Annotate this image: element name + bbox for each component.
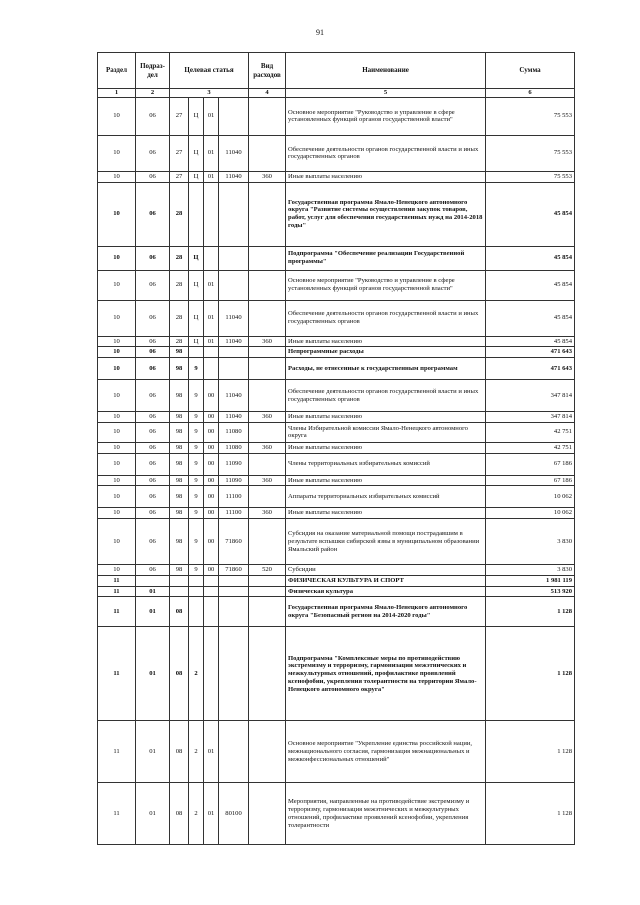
sum-cell: 3 830 — [486, 565, 575, 576]
section-cell: 10 — [98, 422, 136, 442]
section-cell: 10 — [98, 182, 136, 246]
subsection-cell: 01 — [136, 627, 170, 721]
column-number: 2 — [136, 89, 170, 98]
program-code-cell: 28 — [170, 336, 189, 347]
sum-cell: 1 128 — [486, 783, 575, 845]
program-code-cell: 98 — [170, 422, 189, 442]
name-cell: Члены территориальных избирательных комиссий — [286, 453, 486, 475]
header-subsection: Подраз-дел — [136, 53, 170, 89]
activity-code-cell — [204, 597, 219, 627]
sum-cell: 75 553 — [486, 135, 575, 171]
name-cell: Государственная программа Ямало-Ненецкого автономного округа "Развитие системы осуществления закупок товаров, работ, услуг для обеспечения государственных нужд на 2014-2018 годы" — [286, 182, 486, 246]
table-row — [98, 97, 575, 135]
name-cell: Члены Избирательной комиссии Ямало-Ненецкого автономного округа — [286, 422, 486, 442]
direction-code-cell: 11040 — [219, 300, 249, 336]
expense-kind-cell — [249, 453, 286, 475]
column-number: 1 — [98, 89, 136, 98]
name-cell: Иные выплаты населению — [286, 412, 486, 423]
activity-code-cell: 00 — [204, 486, 219, 508]
subprogram-code-cell: 9 — [189, 412, 204, 423]
sum-cell: 347 814 — [486, 380, 575, 412]
subprogram-code-cell: Ц — [189, 171, 204, 182]
sum-cell: 1 128 — [486, 721, 575, 783]
subsection-cell: 06 — [136, 182, 170, 246]
subsection-cell: 06 — [136, 565, 170, 576]
program-code-cell: 08 — [170, 721, 189, 783]
subsection-cell: 06 — [136, 347, 170, 358]
subprogram-code-cell: Ц — [189, 135, 204, 171]
name-cell: Иные выплаты населению — [286, 442, 486, 453]
program-code-cell: 08 — [170, 783, 189, 845]
subprogram-code-cell: Ц — [189, 270, 204, 300]
header-kind: Вид расходов — [249, 53, 286, 89]
subsection-cell: 06 — [136, 475, 170, 486]
activity-code-cell — [204, 575, 219, 586]
subsection-cell: 06 — [136, 300, 170, 336]
table-row — [98, 270, 575, 300]
expense-kind-cell — [249, 721, 286, 783]
activity-code-cell: 01 — [204, 721, 219, 783]
expense-kind-cell — [249, 597, 286, 627]
direction-code-cell: 11100 — [219, 508, 249, 519]
activity-code-cell — [204, 627, 219, 721]
section-cell: 10 — [98, 270, 136, 300]
program-code-cell: 27 — [170, 171, 189, 182]
column-number: 5 — [286, 89, 486, 98]
table-row — [98, 721, 575, 783]
direction-code-cell — [219, 627, 249, 721]
activity-code-cell — [204, 246, 219, 270]
program-code-cell: 98 — [170, 442, 189, 453]
name-cell: Основное мероприятие "Укрепление единства российской нации, межнационального согласия, гармонизация межнациональных и межконфессиональных отношений" — [286, 721, 486, 783]
sum-cell: 3 830 — [486, 519, 575, 565]
subsection-cell: 06 — [136, 508, 170, 519]
sum-cell: 67 186 — [486, 453, 575, 475]
direction-code-cell: 11100 — [219, 486, 249, 508]
activity-code-cell: 01 — [204, 97, 219, 135]
program-code-cell: 98 — [170, 475, 189, 486]
table-row — [98, 246, 575, 270]
subprogram-code-cell: Ц — [189, 336, 204, 347]
subsection-cell: 06 — [136, 171, 170, 182]
subsection-cell: 06 — [136, 270, 170, 300]
direction-code-cell — [219, 246, 249, 270]
sum-cell: 1 128 — [486, 627, 575, 721]
table-row — [98, 586, 575, 597]
activity-code-cell — [204, 182, 219, 246]
direction-code-cell: 11040 — [219, 380, 249, 412]
section-cell: 10 — [98, 171, 136, 182]
subsection-cell: 01 — [136, 721, 170, 783]
header-section: Раздел — [98, 53, 136, 89]
section-cell: 10 — [98, 486, 136, 508]
section-cell: 10 — [98, 442, 136, 453]
subprogram-code-cell: 9 — [189, 508, 204, 519]
name-cell: Подпрограмма "Комплексные меры по противодействию экстремизму и терроризму, гармонизации межэтнических и межкультурных отношений, профилактике проявлений ксенофобии, укрепления толерантности на территории Ямало-Ненецкого автономного округа" — [286, 627, 486, 721]
expense-kind-cell — [249, 627, 286, 721]
expense-kind-cell — [249, 300, 286, 336]
activity-code-cell: 01 — [204, 783, 219, 845]
direction-code-cell — [219, 597, 249, 627]
name-cell: Государственная программа Ямало-Ненецкого автономного округа "Безопасный регион на 2014-2020 годы" — [286, 597, 486, 627]
subprogram-code-cell: 9 — [189, 519, 204, 565]
sum-cell: 513 920 — [486, 586, 575, 597]
name-cell: Подпрограмма "Обеспечение реализации Государственной программы" — [286, 246, 486, 270]
program-code-cell — [170, 586, 189, 597]
section-cell: 10 — [98, 97, 136, 135]
table-row — [98, 412, 575, 423]
subprogram-code-cell — [189, 182, 204, 246]
subsection-cell: 06 — [136, 453, 170, 475]
activity-code-cell: 01 — [204, 336, 219, 347]
sum-cell: 347 814 — [486, 412, 575, 423]
expense-kind-cell — [249, 270, 286, 300]
section-cell: 11 — [98, 597, 136, 627]
table-row — [98, 486, 575, 508]
name-cell: Субсидии — [286, 565, 486, 576]
expense-kind-cell — [249, 586, 286, 597]
subprogram-code-cell — [189, 575, 204, 586]
activity-code-cell: 00 — [204, 380, 219, 412]
table-row — [98, 508, 575, 519]
direction-code-cell: 11040 — [219, 412, 249, 423]
column-number: 6 — [486, 89, 575, 98]
subprogram-code-cell — [189, 597, 204, 627]
name-cell: Основное мероприятие "Руководство и управление в сфере установленных функций органов государственной власти" — [286, 97, 486, 135]
sum-cell: 45 854 — [486, 300, 575, 336]
expense-kind-cell: 520 — [249, 565, 286, 576]
subsection-cell: 06 — [136, 519, 170, 565]
section-cell: 10 — [98, 508, 136, 519]
name-cell: Непрограммные расходы — [286, 347, 486, 358]
sum-cell: 42 751 — [486, 442, 575, 453]
header-row — [98, 53, 575, 89]
subprogram-code-cell: 9 — [189, 422, 204, 442]
section-cell: 10 — [98, 412, 136, 423]
direction-code-cell: 11040 — [219, 336, 249, 347]
subprogram-code-cell — [189, 347, 204, 358]
program-code-cell: 27 — [170, 135, 189, 171]
table-row — [98, 347, 575, 358]
section-cell: 10 — [98, 453, 136, 475]
direction-code-cell: 11090 — [219, 453, 249, 475]
direction-code-cell — [219, 358, 249, 380]
table-row — [98, 565, 575, 576]
header-name: Наименование — [286, 53, 486, 89]
sum-cell: 1 981 119 — [486, 575, 575, 586]
subprogram-code-cell: 9 — [189, 380, 204, 412]
subprogram-code-cell: 9 — [189, 486, 204, 508]
direction-code-cell — [219, 182, 249, 246]
direction-code-cell: 71860 — [219, 565, 249, 576]
direction-code-cell: 11080 — [219, 442, 249, 453]
program-code-cell: 98 — [170, 380, 189, 412]
subsection-cell: 06 — [136, 135, 170, 171]
subsection-cell: 06 — [136, 246, 170, 270]
sum-cell: 67 186 — [486, 475, 575, 486]
expense-kind-cell — [249, 347, 286, 358]
activity-code-cell: 00 — [204, 453, 219, 475]
subsection-cell: 01 — [136, 597, 170, 627]
program-code-cell — [170, 575, 189, 586]
expense-kind-cell — [249, 358, 286, 380]
name-cell: Обеспечение деятельности органов государственной власти и иных государственных органов — [286, 380, 486, 412]
name-cell: Иные выплаты населению — [286, 171, 486, 182]
activity-code-cell: 01 — [204, 270, 219, 300]
table-row — [98, 519, 575, 565]
subprogram-code-cell: 9 — [189, 565, 204, 576]
name-cell: Иные выплаты населению — [286, 475, 486, 486]
subprogram-code-cell: Ц — [189, 97, 204, 135]
activity-code-cell: 01 — [204, 135, 219, 171]
expense-kind-cell: 360 — [249, 336, 286, 347]
subsection-cell: 06 — [136, 380, 170, 412]
page-number: 91 — [316, 28, 324, 37]
program-code-cell: 08 — [170, 597, 189, 627]
subsection-cell: 01 — [136, 783, 170, 845]
table-row — [98, 358, 575, 380]
sum-cell: 45 854 — [486, 182, 575, 246]
direction-code-cell: 11040 — [219, 135, 249, 171]
section-cell: 11 — [98, 575, 136, 586]
table-row — [98, 336, 575, 347]
activity-code-cell: 00 — [204, 412, 219, 423]
direction-code-cell: 80100 — [219, 783, 249, 845]
activity-code-cell: 01 — [204, 171, 219, 182]
subprogram-code-cell: 9 — [189, 358, 204, 380]
section-cell: 10 — [98, 347, 136, 358]
subsection-cell: 06 — [136, 97, 170, 135]
table-row — [98, 135, 575, 171]
name-cell: Субсидия на оказание материальной помощи пострадавшим в результате вспышки сибирской язвы в муниципальном образовании Ямальский район — [286, 519, 486, 565]
table-body — [98, 97, 575, 845]
program-code-cell: 98 — [170, 358, 189, 380]
subprogram-code-cell: 9 — [189, 442, 204, 453]
subprogram-code-cell: 2 — [189, 627, 204, 721]
activity-code-cell: 01 — [204, 300, 219, 336]
subprogram-code-cell: 9 — [189, 475, 204, 486]
subprogram-code-cell: 9 — [189, 453, 204, 475]
expense-kind-cell: 360 — [249, 171, 286, 182]
direction-code-cell: 71860 — [219, 519, 249, 565]
sum-cell: 45 854 — [486, 270, 575, 300]
expense-kind-cell: 360 — [249, 412, 286, 423]
direction-code-cell: 11090 — [219, 475, 249, 486]
column-number-row — [98, 89, 575, 98]
program-code-cell: 98 — [170, 508, 189, 519]
sum-cell: 42 751 — [486, 422, 575, 442]
section-cell: 11 — [98, 721, 136, 783]
activity-code-cell — [204, 586, 219, 597]
section-cell: 11 — [98, 586, 136, 597]
subprogram-code-cell: Ц — [189, 300, 204, 336]
sum-cell: 45 854 — [486, 246, 575, 270]
name-cell: Иные выплаты населению — [286, 336, 486, 347]
section-cell: 10 — [98, 336, 136, 347]
direction-code-cell — [219, 575, 249, 586]
subsection-cell: 06 — [136, 486, 170, 508]
direction-code-cell — [219, 270, 249, 300]
section-cell: 10 — [98, 380, 136, 412]
program-code-cell: 98 — [170, 519, 189, 565]
table-row — [98, 171, 575, 182]
activity-code-cell: 00 — [204, 565, 219, 576]
expense-kind-cell — [249, 182, 286, 246]
section-cell: 11 — [98, 783, 136, 845]
expense-kind-cell — [249, 97, 286, 135]
budget-table — [97, 52, 575, 845]
subsection-cell: 01 — [136, 586, 170, 597]
direction-code-cell: 11040 — [219, 171, 249, 182]
activity-code-cell: 00 — [204, 422, 219, 442]
name-cell: Основное мероприятие "Руководство и управление в сфере установленных функций органов государственной власти" — [286, 270, 486, 300]
name-cell: ФИЗИЧЕСКАЯ КУЛЬТУРА И СПОРТ — [286, 575, 486, 586]
header-target: Целевая статья — [170, 53, 249, 89]
name-cell: Обеспечение деятельности органов государственной власти и иных государственных органов — [286, 135, 486, 171]
name-cell: Аппараты территориальных избирательных комиссий — [286, 486, 486, 508]
direction-code-cell — [219, 586, 249, 597]
sum-cell: 10 062 — [486, 486, 575, 508]
section-cell: 10 — [98, 246, 136, 270]
table-row — [98, 597, 575, 627]
table-row — [98, 783, 575, 845]
section-cell: 10 — [98, 565, 136, 576]
sum-cell: 471 643 — [486, 358, 575, 380]
expense-kind-cell — [249, 246, 286, 270]
program-code-cell: 28 — [170, 182, 189, 246]
direction-code-cell — [219, 97, 249, 135]
program-code-cell: 27 — [170, 97, 189, 135]
activity-code-cell: 00 — [204, 475, 219, 486]
name-cell: Иные выплаты населению — [286, 508, 486, 519]
expense-kind-cell: 360 — [249, 442, 286, 453]
subprogram-code-cell — [189, 586, 204, 597]
table-row — [98, 475, 575, 486]
expense-kind-cell: 360 — [249, 508, 286, 519]
section-cell: 11 — [98, 627, 136, 721]
table-row — [98, 453, 575, 475]
program-code-cell: 28 — [170, 246, 189, 270]
activity-code-cell: 00 — [204, 519, 219, 565]
sum-cell: 75 553 — [486, 171, 575, 182]
table-row — [98, 380, 575, 412]
section-cell: 10 — [98, 135, 136, 171]
table-row — [98, 442, 575, 453]
subsection-cell: 06 — [136, 422, 170, 442]
program-code-cell: 98 — [170, 453, 189, 475]
expense-kind-cell — [249, 135, 286, 171]
name-cell: Обеспечение деятельности органов государственной власти и иных государственных органов — [286, 300, 486, 336]
activity-code-cell: 00 — [204, 508, 219, 519]
sum-cell: 45 854 — [486, 336, 575, 347]
sum-cell: 75 553 — [486, 97, 575, 135]
subprogram-code-cell: 2 — [189, 721, 204, 783]
expense-kind-cell: 360 — [249, 475, 286, 486]
program-code-cell: 28 — [170, 300, 189, 336]
direction-code-cell — [219, 347, 249, 358]
subsection-cell: 06 — [136, 336, 170, 347]
table-row — [98, 575, 575, 586]
expense-kind-cell — [249, 783, 286, 845]
subsection-cell: 06 — [136, 442, 170, 453]
subsection-cell: 06 — [136, 358, 170, 380]
direction-code-cell — [219, 721, 249, 783]
section-cell: 10 — [98, 475, 136, 486]
program-code-cell: 98 — [170, 412, 189, 423]
column-number: 3 — [170, 89, 249, 98]
column-number: 4 — [249, 89, 286, 98]
program-code-cell: 98 — [170, 565, 189, 576]
table-row — [98, 422, 575, 442]
subsection-cell: 06 — [136, 412, 170, 423]
activity-code-cell — [204, 347, 219, 358]
program-code-cell: 98 — [170, 347, 189, 358]
sum-cell: 1 128 — [486, 597, 575, 627]
table-row — [98, 300, 575, 336]
sum-cell: 10 062 — [486, 508, 575, 519]
subsection-cell — [136, 575, 170, 586]
name-cell: Расходы, не отнесенные к государственным программам — [286, 358, 486, 380]
expense-kind-cell — [249, 575, 286, 586]
expense-kind-cell — [249, 422, 286, 442]
expense-kind-cell — [249, 486, 286, 508]
name-cell: Физическая культура — [286, 586, 486, 597]
subprogram-code-cell: Ц — [189, 246, 204, 270]
header-sum: Сумма — [486, 53, 575, 89]
expense-kind-cell — [249, 519, 286, 565]
expense-kind-cell — [249, 380, 286, 412]
program-code-cell: 28 — [170, 270, 189, 300]
section-cell: 10 — [98, 300, 136, 336]
sum-cell: 471 643 — [486, 347, 575, 358]
activity-code-cell: 00 — [204, 442, 219, 453]
table-row — [98, 627, 575, 721]
section-cell: 10 — [98, 519, 136, 565]
name-cell: Мероприятия, направленные на противодействие экстремизму и терроризму, гармонизация межэтнических и межкультурных отношений, профилактике проявлений ксенофобии, укрепления толерантности — [286, 783, 486, 845]
table-row — [98, 182, 575, 246]
section-cell: 10 — [98, 358, 136, 380]
program-code-cell: 08 — [170, 627, 189, 721]
subprogram-code-cell: 2 — [189, 783, 204, 845]
program-code-cell: 98 — [170, 486, 189, 508]
direction-code-cell: 11080 — [219, 422, 249, 442]
activity-code-cell — [204, 358, 219, 380]
